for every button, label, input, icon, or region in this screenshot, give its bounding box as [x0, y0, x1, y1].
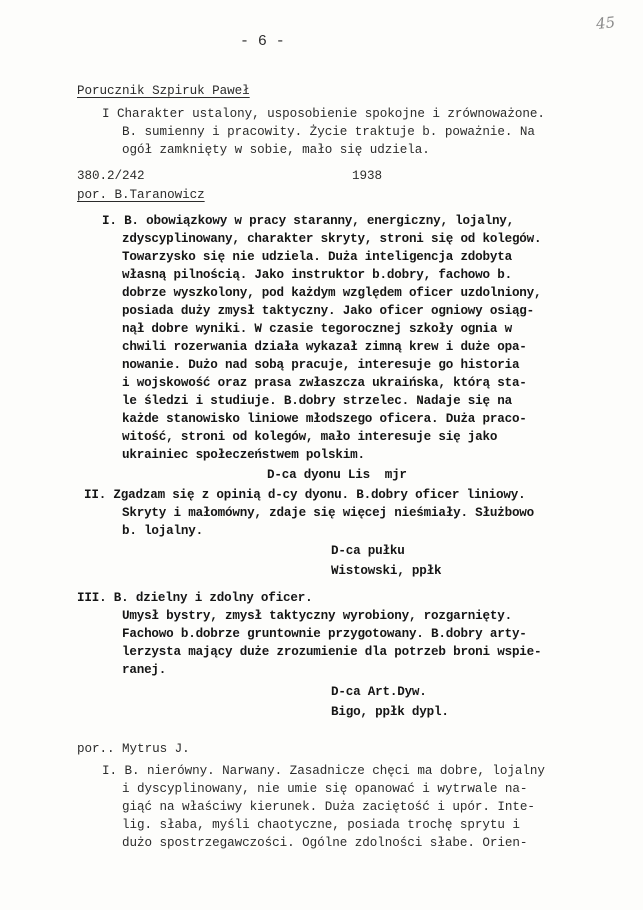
text-line: lig. słaba, myśli chaotyczne, posiada trochę sprytu i: [122, 818, 520, 832]
text-line: Porucznik Szpiruk Paweł: [77, 84, 250, 98]
text-line: 1938: [352, 169, 383, 183]
text-line: ukrainiec społeczeństwem polskim.: [122, 448, 365, 462]
text-line: III. B. dzielny i zdolny oficer.: [77, 591, 313, 605]
text-line: Fachowo b.dobrze gruntownie przygotowany. B.dobry arty-: [122, 627, 527, 641]
text-line: witość, stroni od kolegów, mało interesuje się jako: [122, 430, 498, 444]
text-line: ogół zamknięty w sobie, mało się udziela.: [122, 143, 430, 157]
text-line: Umysł bystry, zmysł taktyczny wyrobiony, rozgarnięty.: [122, 609, 512, 623]
text-line: Skryty i małomówny, zdaje się więcej nieśmiały. Służbowo: [122, 506, 535, 520]
text-line: b. lojalny.: [122, 524, 203, 538]
page-number: - 6 -: [240, 33, 285, 50]
text-line: D-ca dyonu Lis mjr: [267, 468, 407, 482]
text-line: dużo spostrzegawczości. Ogólne zdolności słabe. Orien-: [122, 836, 528, 850]
text-line: por. B.Taranowicz: [77, 188, 205, 202]
text-line: ranej.: [122, 663, 167, 677]
text-line: własną pilnością. Jako instruktor b.dobry, fachowo b.: [122, 268, 512, 282]
text-line: II. Zgadzam się z opinią d-cy dyonu. B.dobry oficer liniowy.: [84, 488, 526, 502]
text-line: I. B. nierówny. Narwany. Zasadnicze chęci ma dobre, lojalny: [102, 764, 545, 778]
text-line: lerzysta mający duże zrozumienie dla potrzeb broni wspie-: [122, 645, 542, 659]
text-line: nowanie. Dużo nad sobą pracuje, interesuje go historia: [122, 358, 520, 372]
text-line: Towarzysko się nie udziela. Duża inteligencja zdobyta: [122, 250, 512, 264]
text-line: D-ca Art.Dyw.: [331, 685, 427, 699]
text-line: każde stanowisko liniowe młodszego oficera. Duża praco-: [122, 412, 527, 426]
handwritten-number: 45: [595, 13, 616, 33]
text-line: B. sumienny i pracowity. Życie traktuje b. poważnie. Na: [122, 125, 535, 139]
text-line: chwili rozerwania działa wykazał zimną krew i duże opa-: [122, 340, 527, 354]
text-line: I Charakter ustalony, usposobienie spokojne i zrównoważone.: [102, 107, 545, 121]
text-line: 380.2/242: [77, 169, 145, 183]
text-line: zdyscyplinowany, charakter skryty, stroni się od kolegów.: [122, 232, 542, 246]
text-line: Bigo, ppłk dypl.: [331, 705, 449, 719]
text-line: nął dobre wyniki. W czasie tegorocznej szkoły ognia w: [122, 322, 512, 336]
text-line: posiada duży zmysł taktyczny. Jako oficer ogniowy osiąg-: [122, 304, 535, 318]
text-line: D-ca pułku: [331, 544, 405, 558]
text-line: por.. Mytrus J.: [77, 742, 190, 756]
text-line: I. B. obowiązkowy w pracy staranny, energiczny, lojalny,: [102, 214, 515, 228]
text-line: Wistowski, ppłk: [331, 564, 442, 578]
text-line: giąć na właściwy kierunek. Duża zaciętość i upór. Inte-: [122, 800, 535, 814]
text-line: i wojskowość oraz prasa zwłaszcza ukraińska, którą sta-: [122, 376, 527, 390]
text-line: i dyscyplinowany, nie umie się opanować i wytrwale na-: [122, 782, 528, 796]
text-line: dobrze wyszkolony, pod każdym względem oficer uzdolniony,: [122, 286, 542, 300]
text-line: le śledzi i studiuje. B.dobry strzelec. Nadaje się na: [122, 394, 512, 408]
